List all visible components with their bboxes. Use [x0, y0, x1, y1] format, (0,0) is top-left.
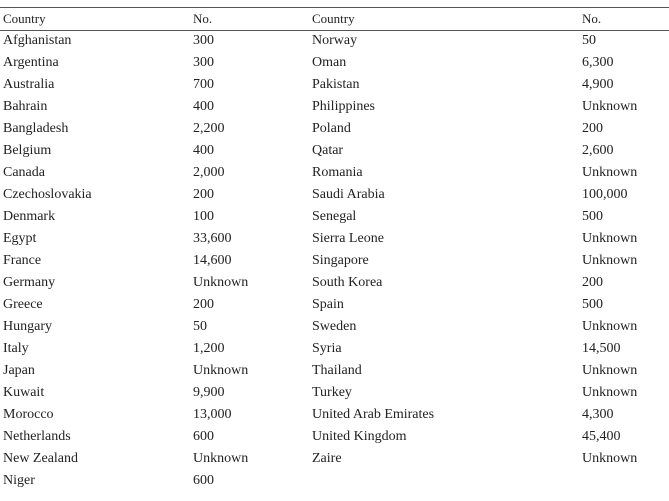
cell-number-left: 200 — [193, 297, 214, 312]
table-row — [0, 184, 669, 206]
cell-number-left: 2,200 — [193, 121, 225, 136]
cell-number-right: 50 — [582, 33, 596, 48]
cell-number-left: Unknown — [193, 275, 249, 290]
table-row — [0, 470, 669, 492]
cell-country-right: Syria — [312, 341, 342, 356]
cell-number-right: 4,900 — [582, 77, 614, 92]
cell-number-left: Unknown — [193, 363, 249, 378]
header-country-right: Country — [312, 11, 355, 26]
cell-number-left: 300 — [193, 55, 214, 70]
cell-number-left: 14,600 — [193, 253, 232, 268]
cell-country-left: Egypt — [3, 231, 37, 246]
cell-country-right: Norway — [312, 33, 358, 48]
cell-country-right: Saudi Arabia — [312, 187, 385, 202]
cell-number-right: Unknown — [582, 451, 638, 466]
cell-country-left: Japan — [3, 363, 35, 378]
cell-country-right: Romania — [312, 165, 363, 180]
cell-country-right: Pakistan — [312, 77, 360, 92]
cell-number-right: Unknown — [582, 363, 638, 378]
table-header-row — [0, 8, 669, 30]
cell-number-right: 500 — [582, 297, 603, 312]
cell-number-right — [579, 470, 669, 492]
table-row — [0, 426, 669, 448]
cell-country-right: Spain — [312, 297, 344, 312]
cell-number-left: Unknown — [193, 451, 249, 466]
cell-country-right: Poland — [312, 121, 351, 136]
cell-number-left: 33,600 — [193, 231, 232, 246]
table-row — [0, 360, 669, 382]
cell-country-right: Sweden — [312, 319, 357, 334]
cell-country-right: South Korea — [312, 275, 383, 290]
cell-country-left: Bahrain — [3, 99, 48, 114]
cell-country-left: Bangladesh — [3, 121, 69, 136]
table-row — [0, 140, 669, 162]
cell-number-left: 600 — [193, 473, 214, 488]
table-row — [0, 74, 669, 96]
country-count-table — [0, 8, 669, 492]
cell-country-left: Australia — [3, 77, 55, 92]
cell-country-left: Belgium — [3, 143, 52, 158]
table-row — [0, 272, 669, 294]
table-row — [0, 228, 669, 250]
cell-number-right: Unknown — [582, 319, 638, 334]
cell-country-right: Oman — [312, 55, 347, 70]
cell-number-right: 500 — [582, 209, 603, 224]
cell-country-right: United Kingdom — [312, 429, 407, 444]
cell-number-right: Unknown — [582, 231, 638, 246]
table-row — [0, 404, 669, 426]
table-row — [0, 338, 669, 360]
cell-country-left: Netherlands — [3, 429, 71, 444]
table-body — [0, 30, 669, 492]
cell-country-left: Italy — [3, 341, 29, 356]
table-row — [0, 52, 669, 74]
table-row — [0, 294, 669, 316]
table-row — [0, 250, 669, 272]
cell-number-right: 100,000 — [582, 187, 628, 202]
cell-country-right: Qatar — [312, 143, 344, 158]
cell-country-right: United Arab Emirates — [312, 407, 435, 422]
cell-number-left: 400 — [193, 99, 214, 114]
table-row — [0, 206, 669, 228]
cell-country-left: Afghanistan — [3, 33, 72, 48]
cell-country-right: Thailand — [312, 363, 362, 378]
cell-country-right: Philippines — [312, 99, 376, 114]
table-row — [0, 316, 669, 338]
cell-country-left: Greece — [3, 297, 43, 312]
cell-number-left: 700 — [193, 77, 214, 92]
cell-country-left: Kuwait — [3, 385, 45, 400]
cell-number-right: 200 — [582, 121, 603, 136]
cell-number-left: 9,900 — [193, 385, 225, 400]
table-row — [0, 382, 669, 404]
cell-number-left: 13,000 — [193, 407, 232, 422]
cell-country-left: New Zealand — [3, 451, 79, 466]
table-row — [0, 448, 669, 470]
cell-country-left: Germany — [3, 275, 56, 290]
cell-number-left: 50 — [193, 319, 207, 334]
cell-number-right: 14,500 — [582, 341, 621, 356]
cell-country-left: Canada — [3, 165, 45, 180]
cell-country-left: Morocco — [3, 407, 54, 422]
cell-number-left: 400 — [193, 143, 214, 158]
cell-country-right: Senegal — [312, 209, 357, 224]
cell-number-left: 1,200 — [193, 341, 225, 356]
cell-number-right: 45,400 — [582, 429, 621, 444]
cell-number-right: Unknown — [582, 99, 638, 114]
cell-number-right: 6,300 — [582, 55, 614, 70]
table-row — [0, 30, 669, 52]
table-row — [0, 162, 669, 184]
cell-number-right: Unknown — [582, 253, 638, 268]
table-row — [0, 96, 669, 118]
cell-number-right: 4,300 — [582, 407, 614, 422]
header-number-right: No. — [582, 11, 602, 26]
cell-number-right: Unknown — [582, 385, 638, 400]
cell-number-left: 100 — [193, 209, 214, 224]
cell-country-right: Zaire — [312, 451, 342, 466]
cell-number-right: Unknown — [582, 165, 638, 180]
cell-country-left: Czechoslovakia — [3, 187, 92, 202]
table-row — [0, 118, 669, 140]
cell-number-left: 600 — [193, 429, 214, 444]
cell-country-right: Singapore — [312, 253, 369, 268]
cell-country-left: Denmark — [3, 209, 56, 224]
cell-country-left: Hungary — [3, 319, 52, 334]
cell-country-left: Argentina — [3, 55, 59, 70]
cell-country-left: France — [3, 253, 42, 268]
cell-country-right: Sierra Leone — [312, 231, 384, 246]
header-country-left: Country — [3, 11, 46, 26]
cell-country-right — [309, 470, 579, 492]
header-number-left: No. — [193, 11, 213, 26]
cell-number-left: 200 — [193, 187, 214, 202]
cell-country-left: Niger — [3, 473, 35, 488]
cell-number-right: 200 — [582, 275, 603, 290]
cell-country-right: Turkey — [312, 385, 352, 400]
cell-number-left: 300 — [193, 33, 214, 48]
cell-number-left: 2,000 — [193, 165, 225, 180]
cell-number-right: 2,600 — [582, 143, 614, 158]
